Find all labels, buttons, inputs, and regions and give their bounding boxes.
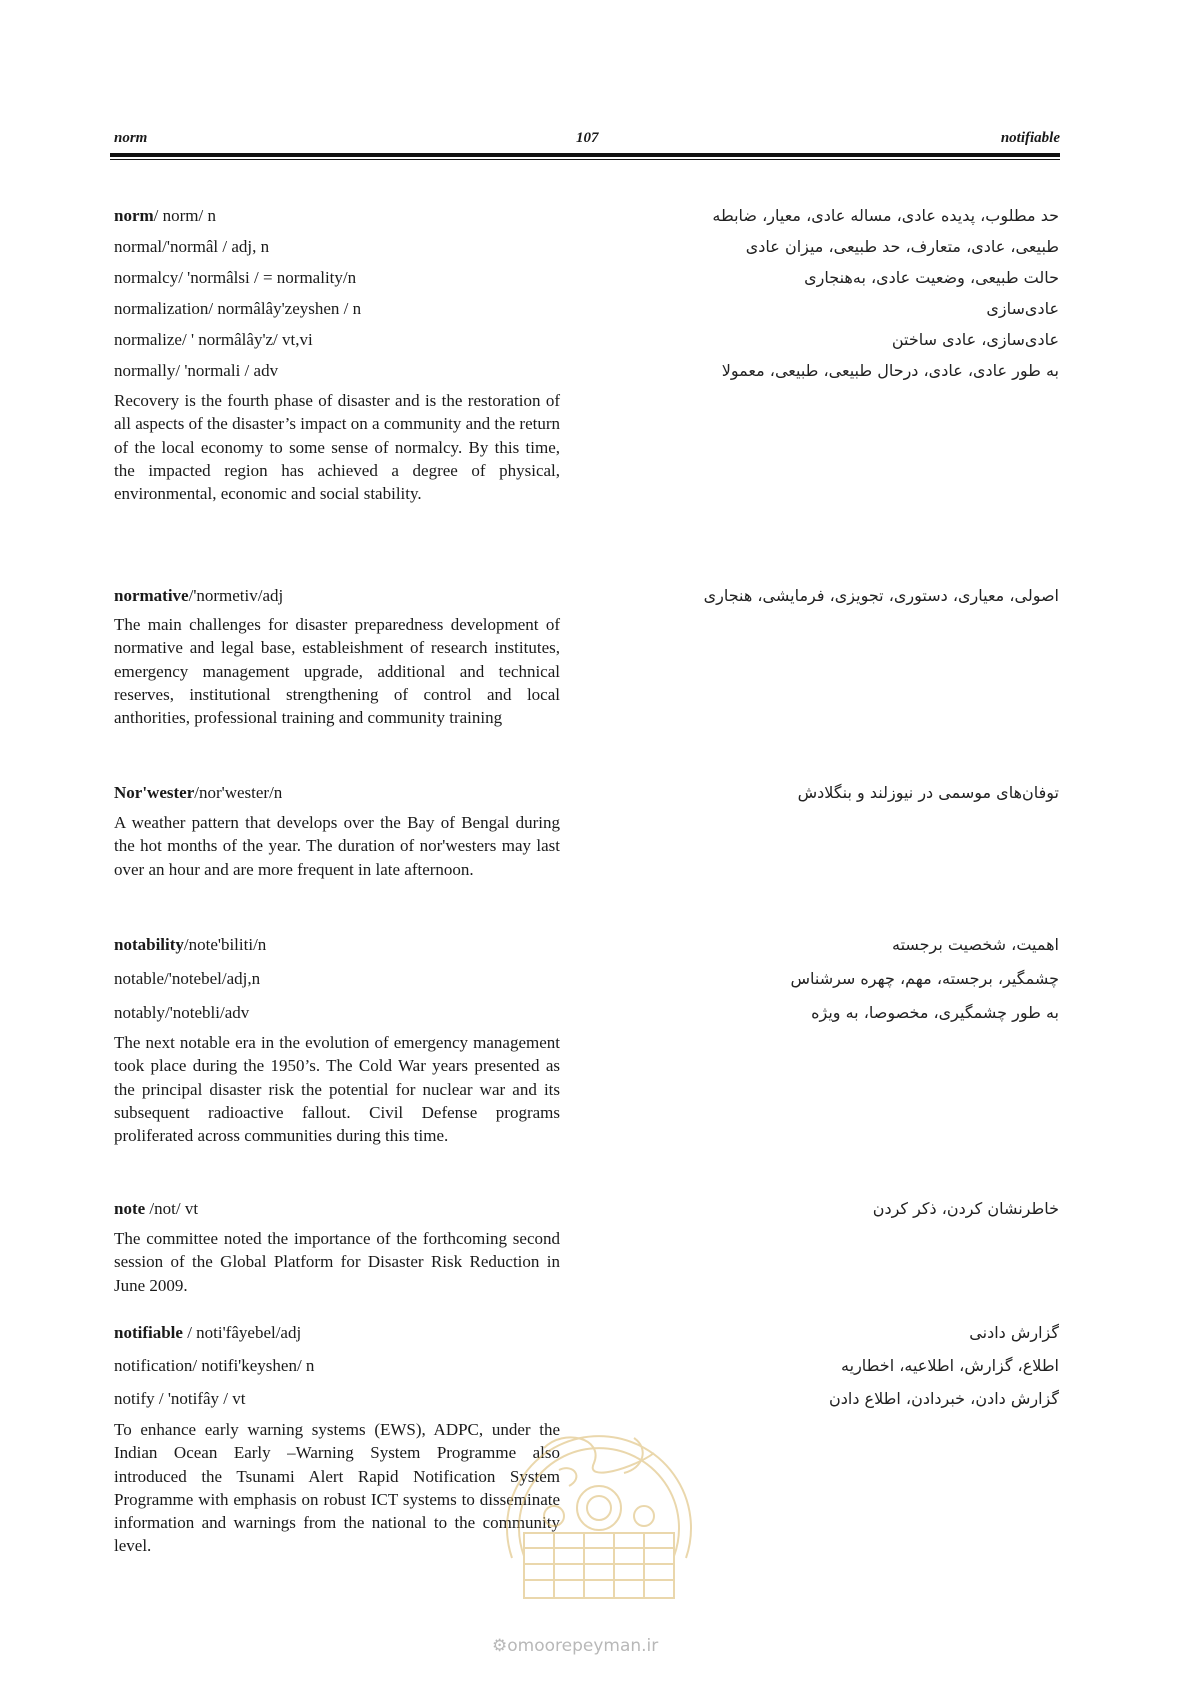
entry-normalization xyxy=(114,298,560,320)
pronunciation: / 'normâlsi / = normality/n xyxy=(178,268,357,287)
gloss-norwester: توفان‌های موسمی در نیوزلند و بنگلادش xyxy=(797,783,1059,802)
header-rule-thick xyxy=(110,153,1060,157)
headword: notable xyxy=(114,969,165,988)
watermark-website: ⚙omoorepeyman.ir xyxy=(492,1636,659,1656)
gloss-normally: به طور عادی، عادی، درحال طبیعی، طبیعی، معمولا xyxy=(721,361,1059,380)
gloss-normalization: عادی‌سازی xyxy=(986,299,1059,318)
headword: note xyxy=(114,1199,146,1218)
entry-notifiable xyxy=(114,1322,560,1344)
entry-normalcy xyxy=(114,267,560,289)
headword: notifiable xyxy=(114,1323,183,1342)
gloss-notable: چشمگیر، برجسته، مهم، چهره سرشناس xyxy=(790,969,1059,988)
pronunciation: /not/ vt xyxy=(145,1199,199,1218)
entry-note xyxy=(114,1198,560,1220)
header-left-guideword: norm xyxy=(114,130,148,146)
headword: normally xyxy=(114,361,176,380)
pronunciation: / norm/ n xyxy=(153,206,217,225)
pronunciation: / 'notifây / vt xyxy=(154,1389,246,1408)
headword: notability xyxy=(114,935,184,954)
gloss-notification: اطلاع، گزارش، اطلاعیه، اخطاریه xyxy=(841,1356,1059,1375)
gloss-normalize: عادی‌سازی، عادی ساختن xyxy=(891,330,1059,349)
pronunciation: /'normâl / adj, n xyxy=(162,237,270,256)
example-paragraph: The next notable era in the evolution of emergency management took place during the 1950’s. The Cold War years presented as the principal disaster risk the potential for nuclear war and its subsequent radioactive fallout. Civil Defense programs proliferated across communities during this time. xyxy=(114,1033,561,1146)
gloss-notify: گزارش دادن، خبردادن، اطلاع دادن xyxy=(829,1389,1059,1408)
pronunciation: /'normetiv/adj xyxy=(188,586,284,605)
gloss-note: خاطرنشان کردن، ذکر کردن xyxy=(872,1199,1059,1218)
entry-notification xyxy=(114,1355,560,1377)
headword: norm xyxy=(114,206,154,225)
entry-normal xyxy=(114,236,560,258)
gloss-notability: اهمیت، شخصیت برجسته xyxy=(891,935,1059,954)
example-paragraph: The committee noted the importance of the forthcoming second session of the Global Platform for Disaster Risk Reduction in June 2009. xyxy=(114,1229,560,1295)
entry-notably xyxy=(114,1002,560,1024)
example-paragraph: A weather pattern that develops over the Bay of Bengal during the hot months of the year. The duration of nor'westers may last over an hour and are more frequent in late afternoon. xyxy=(114,813,561,879)
header-rule-thin xyxy=(110,159,1060,160)
headword: notably xyxy=(114,1003,165,1022)
headword: normalization xyxy=(114,299,209,318)
gloss-norm: حد مطلوب، پدیده عادی، مساله عادی، معیار، ضابطه xyxy=(712,206,1059,225)
entry-normative xyxy=(114,585,560,607)
entry-notability xyxy=(114,934,560,956)
entry-normally xyxy=(114,360,560,382)
gloss-notifiable: گزارش دادنی xyxy=(969,1323,1059,1342)
pronunciation: /nor'wester/n xyxy=(194,783,283,802)
gloss-normalcy: حالت طبیعی، وضعیت عادی، به‌هنجاری xyxy=(804,268,1059,287)
headword: normalcy xyxy=(114,268,179,287)
entry-notable xyxy=(114,968,560,990)
gloss-notably: به طور چشمگیری، مخصوصا، به ویژه xyxy=(811,1003,1059,1022)
entry-notify xyxy=(114,1388,560,1410)
pronunciation: /'notebel/adj,n xyxy=(164,969,261,988)
headword: normalize xyxy=(114,330,182,349)
gloss-normal: طبیعی، عادی، متعارف، حد طبیعی، میزان عادی xyxy=(745,237,1059,256)
headword: normal xyxy=(114,237,163,256)
entry-norwester xyxy=(114,782,560,804)
pronunciation: /note'biliti/n xyxy=(183,935,267,954)
header-right-guideword: notifiable xyxy=(1000,130,1060,146)
example-paragraph: To enhance early warning systems (EWS), ADPC, under the Indian Ocean Early –Warning System Programme also introduced the Tsunami Alert Rapid Notification System Programme with emphasis on robust ICT systems to disseminate information and warnings from the national to the community level. xyxy=(114,1420,561,1556)
publisher-watermark-logo xyxy=(484,1408,714,1608)
headword: Nor'wester xyxy=(114,783,195,802)
page-number: 107 xyxy=(576,130,599,146)
pronunciation: / 'normali / adv xyxy=(175,361,279,380)
pronunciation: / noti'fâyebel/adj xyxy=(182,1323,302,1342)
pronunciation: / notifi'keyshen/ n xyxy=(192,1356,315,1375)
example-paragraph: Recovery is the fourth phase of disaster and is the restoration of all aspects of the disaster’s impact on a community and the return of the local economy to some sense of normalcy. By this time, the impacted region has achieved a degree of physical, environmental, economic and social stability. xyxy=(114,391,561,504)
entry-norm xyxy=(114,205,560,227)
pronunciation: / ' normâlây'z/ vt,vi xyxy=(181,330,313,349)
headword: normative xyxy=(114,586,189,605)
headword: notification xyxy=(114,1356,193,1375)
pronunciation: /'notebli/adv xyxy=(165,1003,250,1022)
headword: notify xyxy=(114,1389,155,1408)
example-paragraph: The main challenges for disaster preparedness development of normative and legal base, estableishment of research institutes, emergency management upgrade, additional and technical reserves, institutional strengthening of control and local anthorities, professional training and community training xyxy=(114,615,561,728)
pronunciation: / normâlây'zeyshen / n xyxy=(208,299,362,318)
gloss-normative: اصولی، معیاری، دستوری، تجویزی، فرمایشی، هنجاری xyxy=(703,586,1059,605)
entry-normalize xyxy=(114,329,560,351)
running-head xyxy=(114,130,1060,152)
